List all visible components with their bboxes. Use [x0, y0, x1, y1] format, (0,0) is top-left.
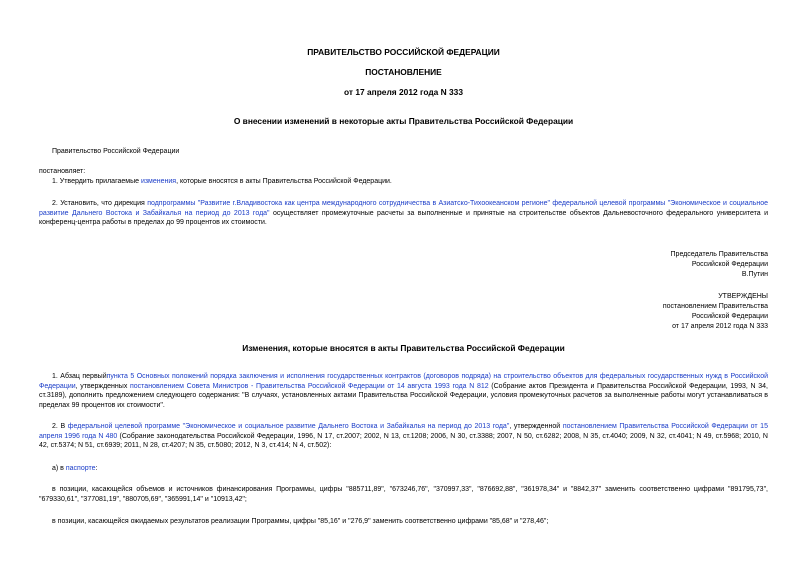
council-decree-link[interactable]: постановлением Совета Министров - Правительства Российской Федерации от 14 августа 1993 года N 812 [130, 382, 489, 390]
c1-text-a: 1. Абзац первый [52, 373, 107, 380]
subitem-a [52, 464, 97, 473]
decrees-text: постановляет: [39, 168, 86, 175]
approved-by: постановлением Правительства [662, 303, 768, 310]
signature-position: Председатель Правительства [670, 251, 768, 258]
approved-date: от 17 апреля 2012 года N 333 [672, 323, 768, 330]
passport-link[interactable]: паспорте [65, 465, 96, 472]
approved-country: Российской Федерации [691, 313, 768, 320]
p2-text-a: 2. Установить, что дирекция [52, 200, 148, 207]
p1-text-a: 1. Утвердить прилагаемые [52, 178, 141, 185]
a-label: а) в [52, 465, 66, 472]
c2-text-a: 2. В [52, 423, 68, 430]
position-results: в позиции, касающейся ожидаемых результатов реализации Программы, цифры "85,16" и "276,9" заменить соответственно цифрами "85,68" и "278,46"; [52, 518, 549, 525]
c1-text-c: (Собрание актов Президента и Правительства Российской Федерации, 1993, N 34, ст.3189), дополнить предложением следующего содержания: "В случаях, установленных актами Правительства Российской Федерации, условия промежуточных расчетов за выполненные работы могут устанавливаться в пределах 99 процентов их стоимости". [39, 382, 768, 409]
c1-text-b: , утвержденных [75, 382, 130, 390]
approved-label: УТВЕРЖДЕНЫ [718, 293, 768, 300]
decree-480-link[interactable]: постановлением Правительства Российской Федерации от 15 апреля 1996 года N 480 [39, 423, 768, 440]
signature-name: В.Путин [741, 271, 768, 278]
document-type: ПОСТАНОВЛЕНИЕ [365, 67, 442, 77]
p2-text-b: осуществляет промежуточные расчеты за выполненные и принятые на строительстве объектов Дальневосточного федерального университета и конференц-центра работы в пределах до 99 процентов их стоимости. [39, 209, 768, 226]
issuer-text: Правительство Российской Федерации [52, 148, 180, 155]
regulation-link[interactable]: пункта 5 Основных положений порядка заключения и исполнения государственных контрактов (договоров подряда) на строительство объектов для федеральных государственных нужд в Российской Федерации [39, 373, 768, 390]
p1-text-b: , которые вносятся в акты Правительства Российской Федерации. [176, 178, 392, 185]
change-item-1 [39, 372, 768, 410]
government-heading: ПРАВИТЕЛЬСТВО РОССИЙСКОЙ ФЕДЕРАЦИИ [307, 47, 500, 57]
signature-country: Российской Федерации [691, 261, 768, 268]
position-financing: в позиции, касающейся объемов и источников финансирования Программы, цифры "885711,89", "673246,76", "370997,33", "876692,88", "361978,34" и "8842,37" заменить соответственно цифрами "891795,73", "679330,61", "377081,19", "880705,69", "365991,14" и "10913,42"; [39, 486, 768, 503]
c2-text-c: (Собрание законодательства Российской Федерации, 1996, N 17, ст.2007; 2002, N 13, ст.1208; 2006, N 30, ст.3388; 2007, N 50, ст.6282; 2008, N 35, ст.4040; 2009, N 32, ст.4041; N 49, ст.5968; 2010, N 42, ст.5374; N 51, ст.6939; 2011, N 28, ст.4207; N 35, ст.5080; 2012, N 3, ст.414; N 4, ст.502): [39, 432, 768, 449]
paragraph-2 [39, 199, 768, 228]
a-end: : [95, 465, 98, 472]
document-date: от 17 апреля 2012 года N 333 [344, 87, 463, 97]
changes-title: Изменения, которые вносятся в акты Правительства Российской Федерации [242, 343, 565, 353]
subprogram-link[interactable]: подпрограммы "Развитие г.Владивостока как центра международного сотрудничества в Азиатско-Тихоокеанском регионе" федеральной целевой программы "Экономическое и социальное развитие Дальнего Востока и Забайкалья на период до 2013 года" [39, 200, 768, 217]
document-title: О внесении изменений в некоторые акты Правительства Российской Федерации [233, 116, 574, 126]
change-item-2 [39, 422, 768, 451]
paragraph-1 [52, 177, 392, 186]
changes-link[interactable]: изменения [140, 178, 177, 185]
c2-text-b: , утвержденной [509, 423, 563, 430]
program-link[interactable]: федеральной целевой программе "Экономическое и социальное развитие Дальнего Востока и Забайкалья на период до 2013 года" [67, 423, 510, 430]
